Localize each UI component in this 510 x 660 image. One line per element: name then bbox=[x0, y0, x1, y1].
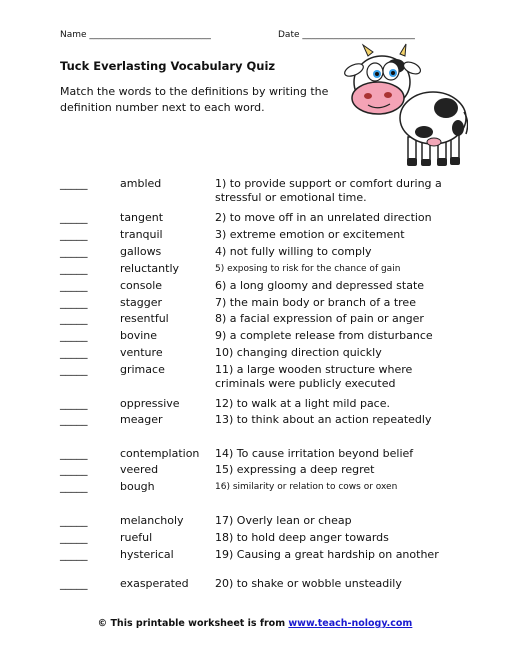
vocab-word: bough bbox=[120, 480, 155, 493]
answer-blank[interactable]: _____ bbox=[60, 346, 88, 359]
footer-link[interactable]: www.teach-nology.com bbox=[288, 618, 413, 629]
definition: 12) to walk at a light mild pace. bbox=[215, 397, 390, 410]
answer-blank[interactable]: _____ bbox=[60, 177, 88, 190]
definition: 9) a complete release from disturbance bbox=[215, 329, 433, 342]
definition: 6) a long gloomy and depressed state bbox=[215, 279, 425, 292]
vocab-word: tangent bbox=[120, 211, 164, 224]
vocab-word: gallows bbox=[120, 245, 162, 258]
answer-blank[interactable]: _____ bbox=[60, 262, 88, 275]
answer-blank[interactable]: _____ bbox=[60, 312, 88, 325]
vocab-word: rueful bbox=[120, 531, 153, 544]
definition: 17) Overly lean or cheap bbox=[215, 514, 352, 527]
vocab-word: venture bbox=[120, 346, 163, 359]
vocab-word: tranquil bbox=[120, 228, 163, 241]
answer-blank[interactable]: _____ bbox=[60, 397, 88, 410]
answer-blank[interactable]: _____ bbox=[60, 228, 88, 241]
answer-blank[interactable]: _____ bbox=[60, 211, 88, 224]
definition: 18) to hold deep anger towards bbox=[215, 531, 389, 544]
vocab-word: oppressive bbox=[120, 397, 180, 410]
vocab-word: veered bbox=[120, 463, 159, 476]
definition: 20) to shake or wobble unsteadily bbox=[215, 577, 402, 590]
definition: 14) To cause irritation beyond belief bbox=[215, 447, 414, 460]
definition: 2) to move off in an unrelated direction bbox=[215, 211, 432, 224]
answer-blank[interactable]: _____ bbox=[60, 577, 88, 590]
definition: 19) Causing a great hardship on another bbox=[215, 548, 439, 561]
vocab-word: ambled bbox=[120, 177, 162, 190]
definition: 15) expressing a deep regret bbox=[215, 463, 375, 476]
vocab-word: melancholy bbox=[120, 514, 184, 527]
quiz-title: Tuck Everlasting Vocabulary Quiz bbox=[60, 59, 276, 73]
answer-blank[interactable]: _____ bbox=[60, 296, 88, 309]
definition: 13) to think about an action repeatedly bbox=[215, 413, 432, 426]
cow-illustration bbox=[338, 42, 468, 172]
answer-blank[interactable]: _____ bbox=[60, 514, 88, 527]
vocab-word: resentful bbox=[120, 312, 169, 325]
definition: 1) to provide support or comfort during a stressful or emotional time. bbox=[215, 177, 442, 204]
answer-blank[interactable]: _____ bbox=[60, 480, 88, 493]
name-field-label: Name ___________________________ bbox=[60, 30, 211, 40]
vocab-word: meager bbox=[120, 413, 163, 426]
answer-blank[interactable]: _____ bbox=[60, 413, 88, 426]
answer-blank[interactable]: _____ bbox=[60, 447, 88, 460]
vocab-word: stagger bbox=[120, 296, 163, 309]
definition: 5) exposing to risk for the chance of gain bbox=[215, 264, 401, 274]
definition: 10) changing direction quickly bbox=[215, 346, 382, 359]
definition: 8) a facial expression of pain or anger bbox=[215, 312, 424, 325]
definition: 16) similarity or relation to cows or oxen bbox=[215, 482, 398, 492]
answer-blank[interactable]: _____ bbox=[60, 279, 88, 292]
answer-blank[interactable]: _____ bbox=[60, 329, 88, 342]
date-field-label: Date _________________________ bbox=[278, 30, 415, 40]
definition: 4) not fully willing to comply bbox=[215, 245, 372, 258]
vocab-word: contemplation bbox=[120, 447, 200, 460]
footer bbox=[0, 618, 510, 629]
answer-blank[interactable]: _____ bbox=[60, 463, 88, 476]
answer-blank[interactable]: _____ bbox=[60, 245, 88, 258]
quiz-instructions: Match the words to the definitions by writing the definition number next to each word. bbox=[60, 85, 329, 114]
answer-blank[interactable]: _____ bbox=[60, 363, 88, 376]
footer-text: © This printable worksheet is from bbox=[97, 618, 289, 629]
answer-blank[interactable]: _____ bbox=[60, 548, 88, 561]
vocab-word: console bbox=[120, 279, 163, 292]
vocab-word: hysterical bbox=[120, 548, 174, 561]
definition: 7) the main body or branch of a tree bbox=[215, 296, 416, 309]
vocab-word: grimace bbox=[120, 363, 165, 376]
answer-blank[interactable]: _____ bbox=[60, 531, 88, 544]
vocab-word: reluctantly bbox=[120, 262, 180, 275]
vocab-word: bovine bbox=[120, 329, 158, 342]
vocab-word: exasperated bbox=[120, 577, 189, 590]
definition: 3) extreme emotion or excitement bbox=[215, 228, 405, 241]
definition: 11) a large wooden structure where criminals were publicly executed bbox=[215, 363, 413, 390]
